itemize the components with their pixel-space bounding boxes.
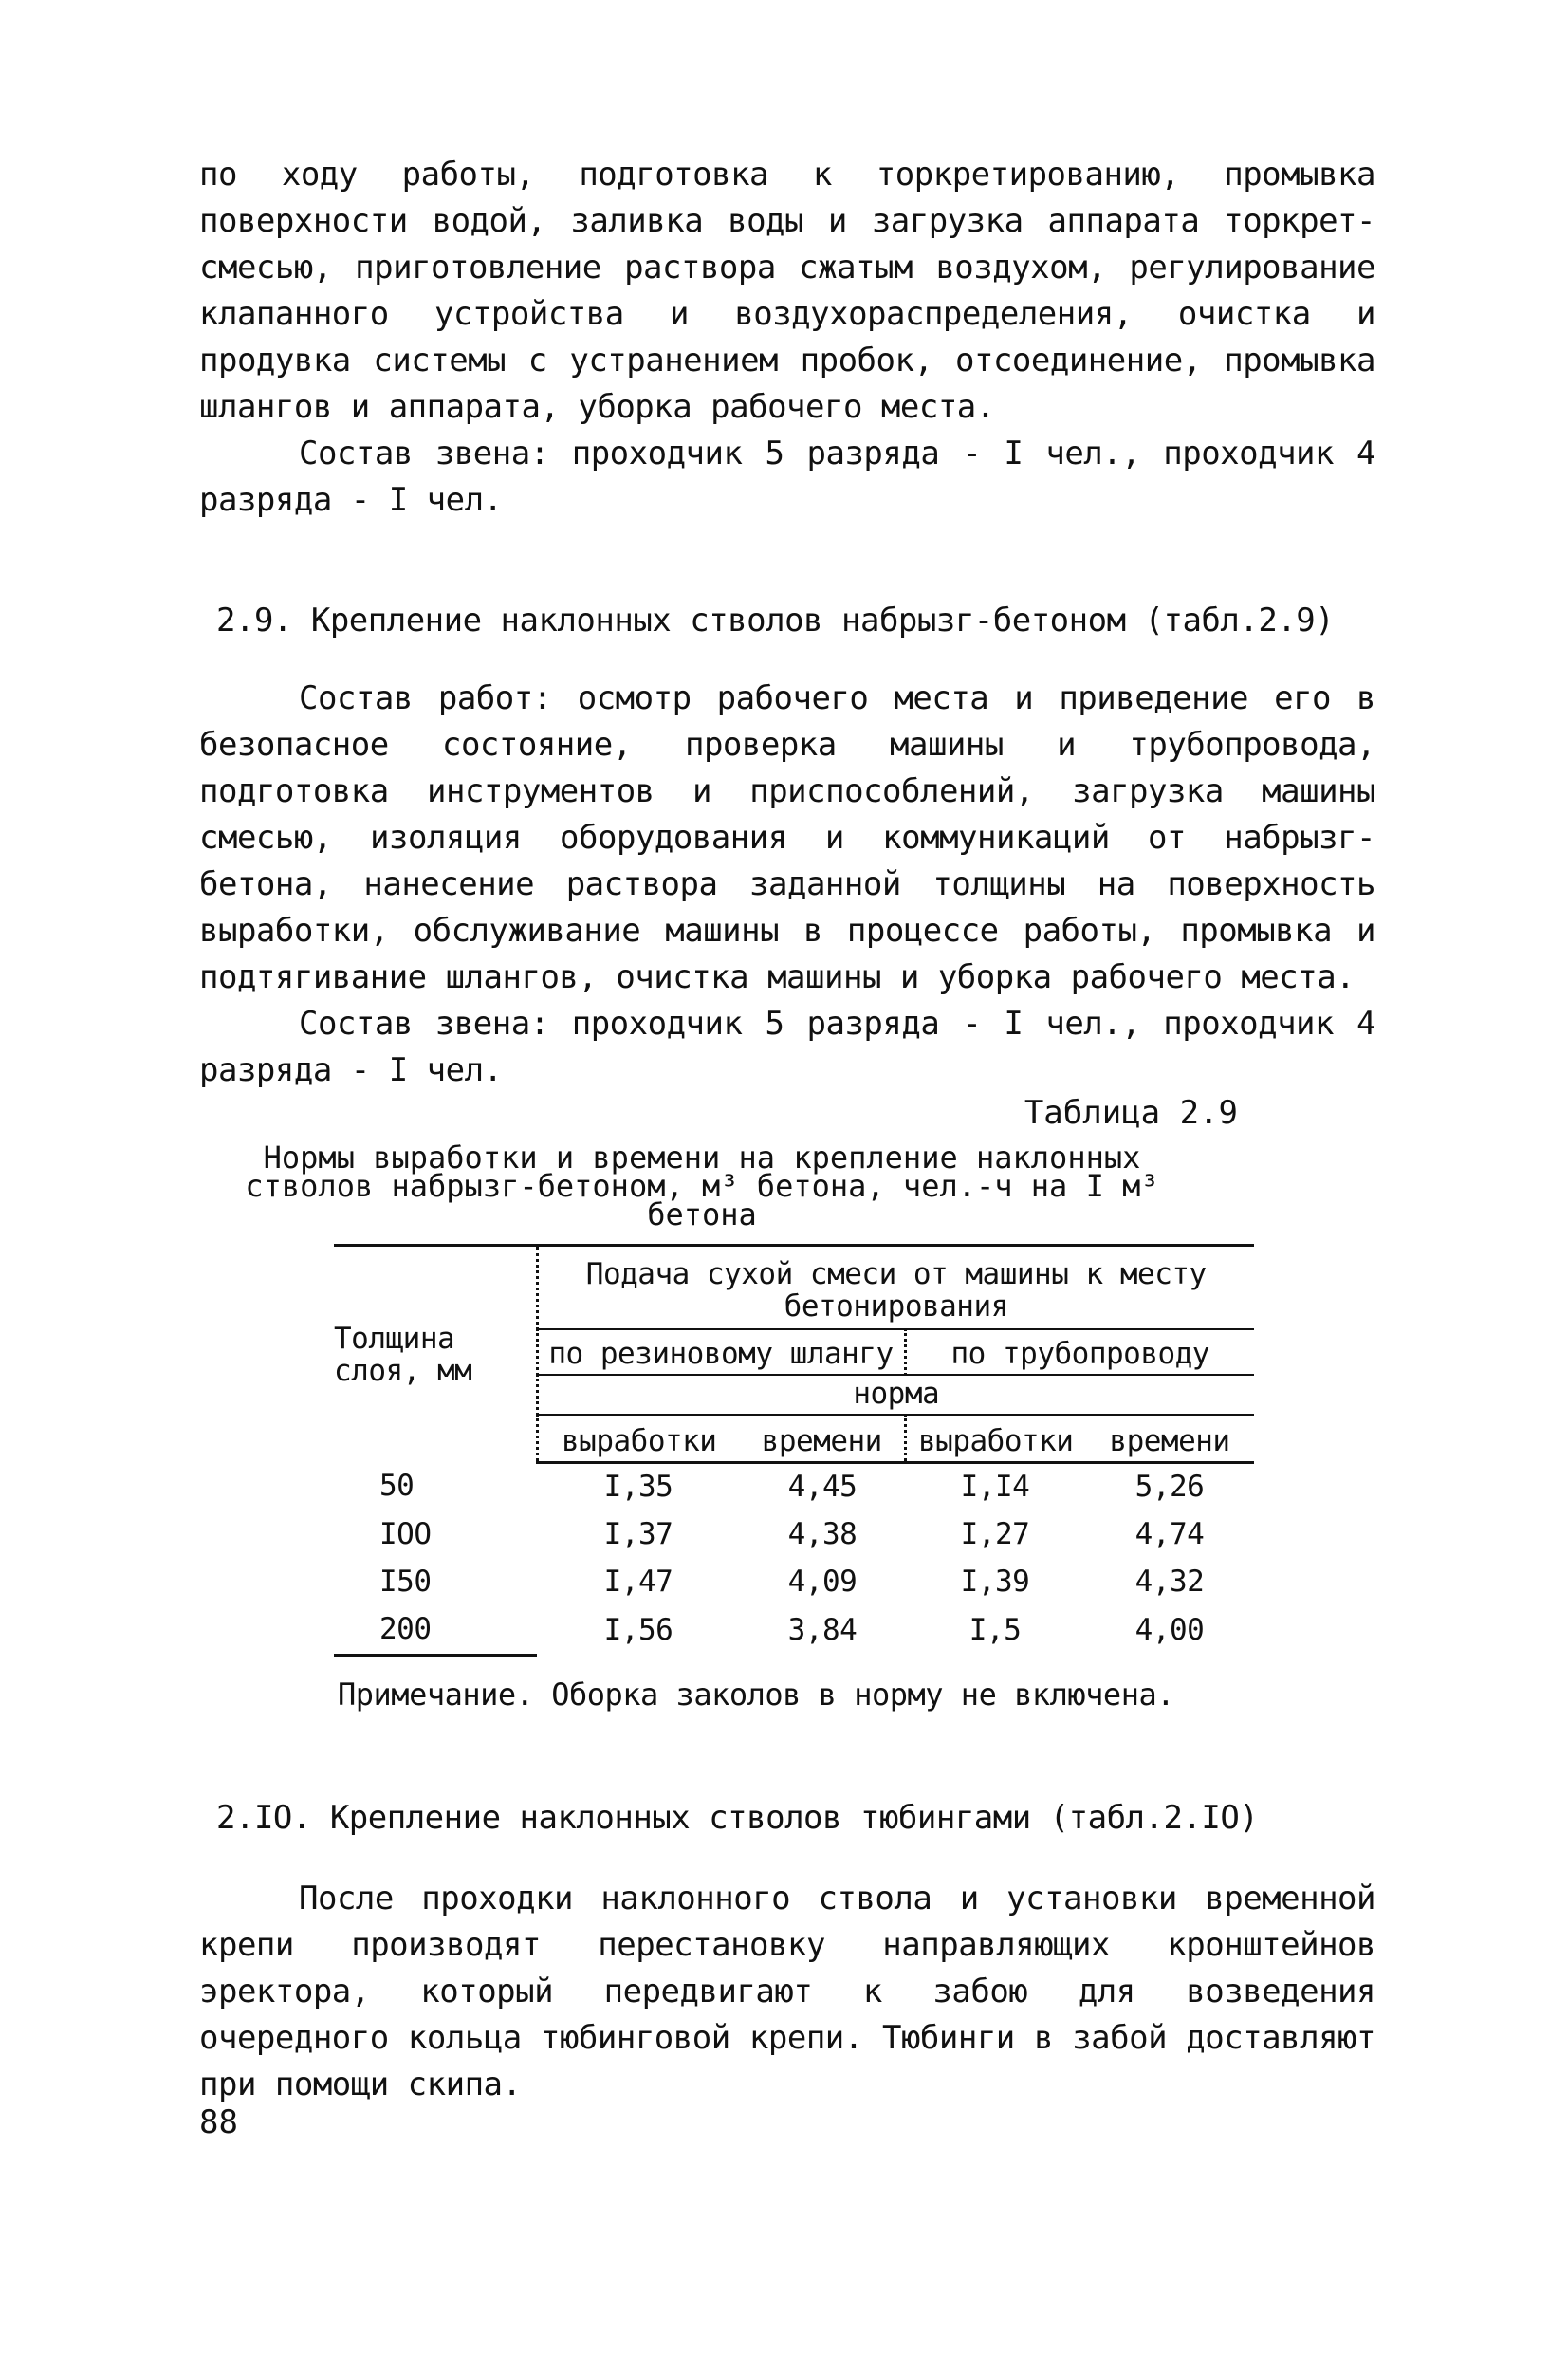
cell-hose-time: 4,09 [787, 1565, 858, 1599]
header-thickness: Толщина слоя, мм [334, 1246, 537, 1463]
cell-pipe-output: I,I4 [960, 1470, 1030, 1504]
document-page [199, 152, 1375, 2141]
cell-pipe-time: 4,32 [1134, 1565, 1205, 1599]
header-pipe: по трубопроводу [905, 1329, 1254, 1375]
cell-hose-time: 4,38 [787, 1517, 858, 1551]
norms-table [334, 1244, 1254, 1657]
cell-pipe-output: I,27 [960, 1517, 1030, 1551]
cell-hose-output: I,37 [603, 1517, 673, 1551]
table-row [334, 1511, 1254, 1559]
section-2-10-heading: 2.IO. Крепление наклонных стволов тюбингами (табл.2.IO) [216, 1799, 1259, 1837]
cell-pipe-time: 4,74 [1134, 1517, 1205, 1551]
cell-hose-output: I,56 [603, 1612, 673, 1647]
section-2-9-work: Состав работ: осмотр рабочего места и приведение его в безопасное состояние, проверка машины и трубопровода, подготовка инструментов и приспособлений, загрузка машины смесью, изоляция оборудования и коммуникаций от набрызг-бетона, нанесение раствора заданной толщины на поверхность выработки, обслуживание машины в процессе работы, промывка и подтягивание шлангов, очистка машины и уборка рабочего места. [199, 679, 1375, 996]
table-row [334, 1606, 1254, 1656]
header-pipe-output: выработки [905, 1415, 1085, 1463]
intro-paragraph: по ходу работы, подготовка к торкретированию, промывка поверхности водой, заливка воды и загрузка аппарата торкрет-смесью, приготовление раствора сжатым воздухом, регулирование клапанного устройства и воздухораспределения, очистка и продувка системы с устранением пробок, отсоединение, промывка шлангов и аппарата, уборка рабочего места. [199, 156, 1375, 426]
cell-hose-time: 3,84 [787, 1612, 858, 1647]
cell-thickness: IOO [379, 1517, 432, 1551]
table-row [334, 1463, 1254, 1512]
section-2-9-heading: 2.9. Крепление наклонных стволов набрызг-бетоном (табл.2.9) [216, 602, 1335, 639]
cell-pipe-time: 5,26 [1134, 1470, 1205, 1504]
cell-pipe-output: I,39 [960, 1565, 1030, 1599]
header-hose: по резиновому шлангу [537, 1329, 905, 1375]
table-label: Таблица 2.9 [1024, 1094, 1238, 1132]
cell-thickness: 50 [379, 1469, 415, 1504]
cell-hose-output: I,47 [603, 1565, 673, 1599]
table-title: Нормы выработки и времени на крепление наклонных стволов набрызг-бетоном, м³ бетона, чел.-ч на I м³ бетона [245, 1139, 1159, 1232]
header-pipe-time: времени [1085, 1415, 1254, 1463]
section-2-9-crew: Состав звена: проходчик 5 разряда - I чел., проходчик 4 разряда - I чел. [199, 1005, 1375, 1089]
section-2-10-work: После проходки наклонного ствола и установки временной крепи производят перестановку направляющих кронштейнов эректора, который передвигают к забою для возведения очередного кольца тюбинговой крепи. Тюбинги в забой доставляют при помощи скипа. [199, 1880, 1375, 2103]
table-row [334, 1559, 1254, 1606]
cell-pipe-time: 4,00 [1134, 1612, 1205, 1647]
header-supply: Подача сухой смеси от машины к месту бетонирования [537, 1246, 1254, 1330]
intro-crew: Состав звена: проходчик 5 разряда - I чел., проходчик 4 разряда - I чел. [199, 435, 1375, 519]
header-hose-output: выработки [537, 1415, 740, 1463]
cell-hose-time: 4,45 [787, 1470, 858, 1504]
page-number: 88 [199, 2103, 238, 2141]
header-norm: норма [537, 1375, 1254, 1415]
cell-pipe-output: I,5 [968, 1612, 1022, 1647]
table-note: Примечание. Оборка заколов в норму не включена. [338, 1677, 1174, 1713]
cell-thickness: I50 [379, 1565, 432, 1599]
cell-thickness: 200 [334, 1606, 537, 1656]
cell-hose-output: I,35 [603, 1470, 673, 1504]
header-hose-time: времени [740, 1415, 905, 1463]
